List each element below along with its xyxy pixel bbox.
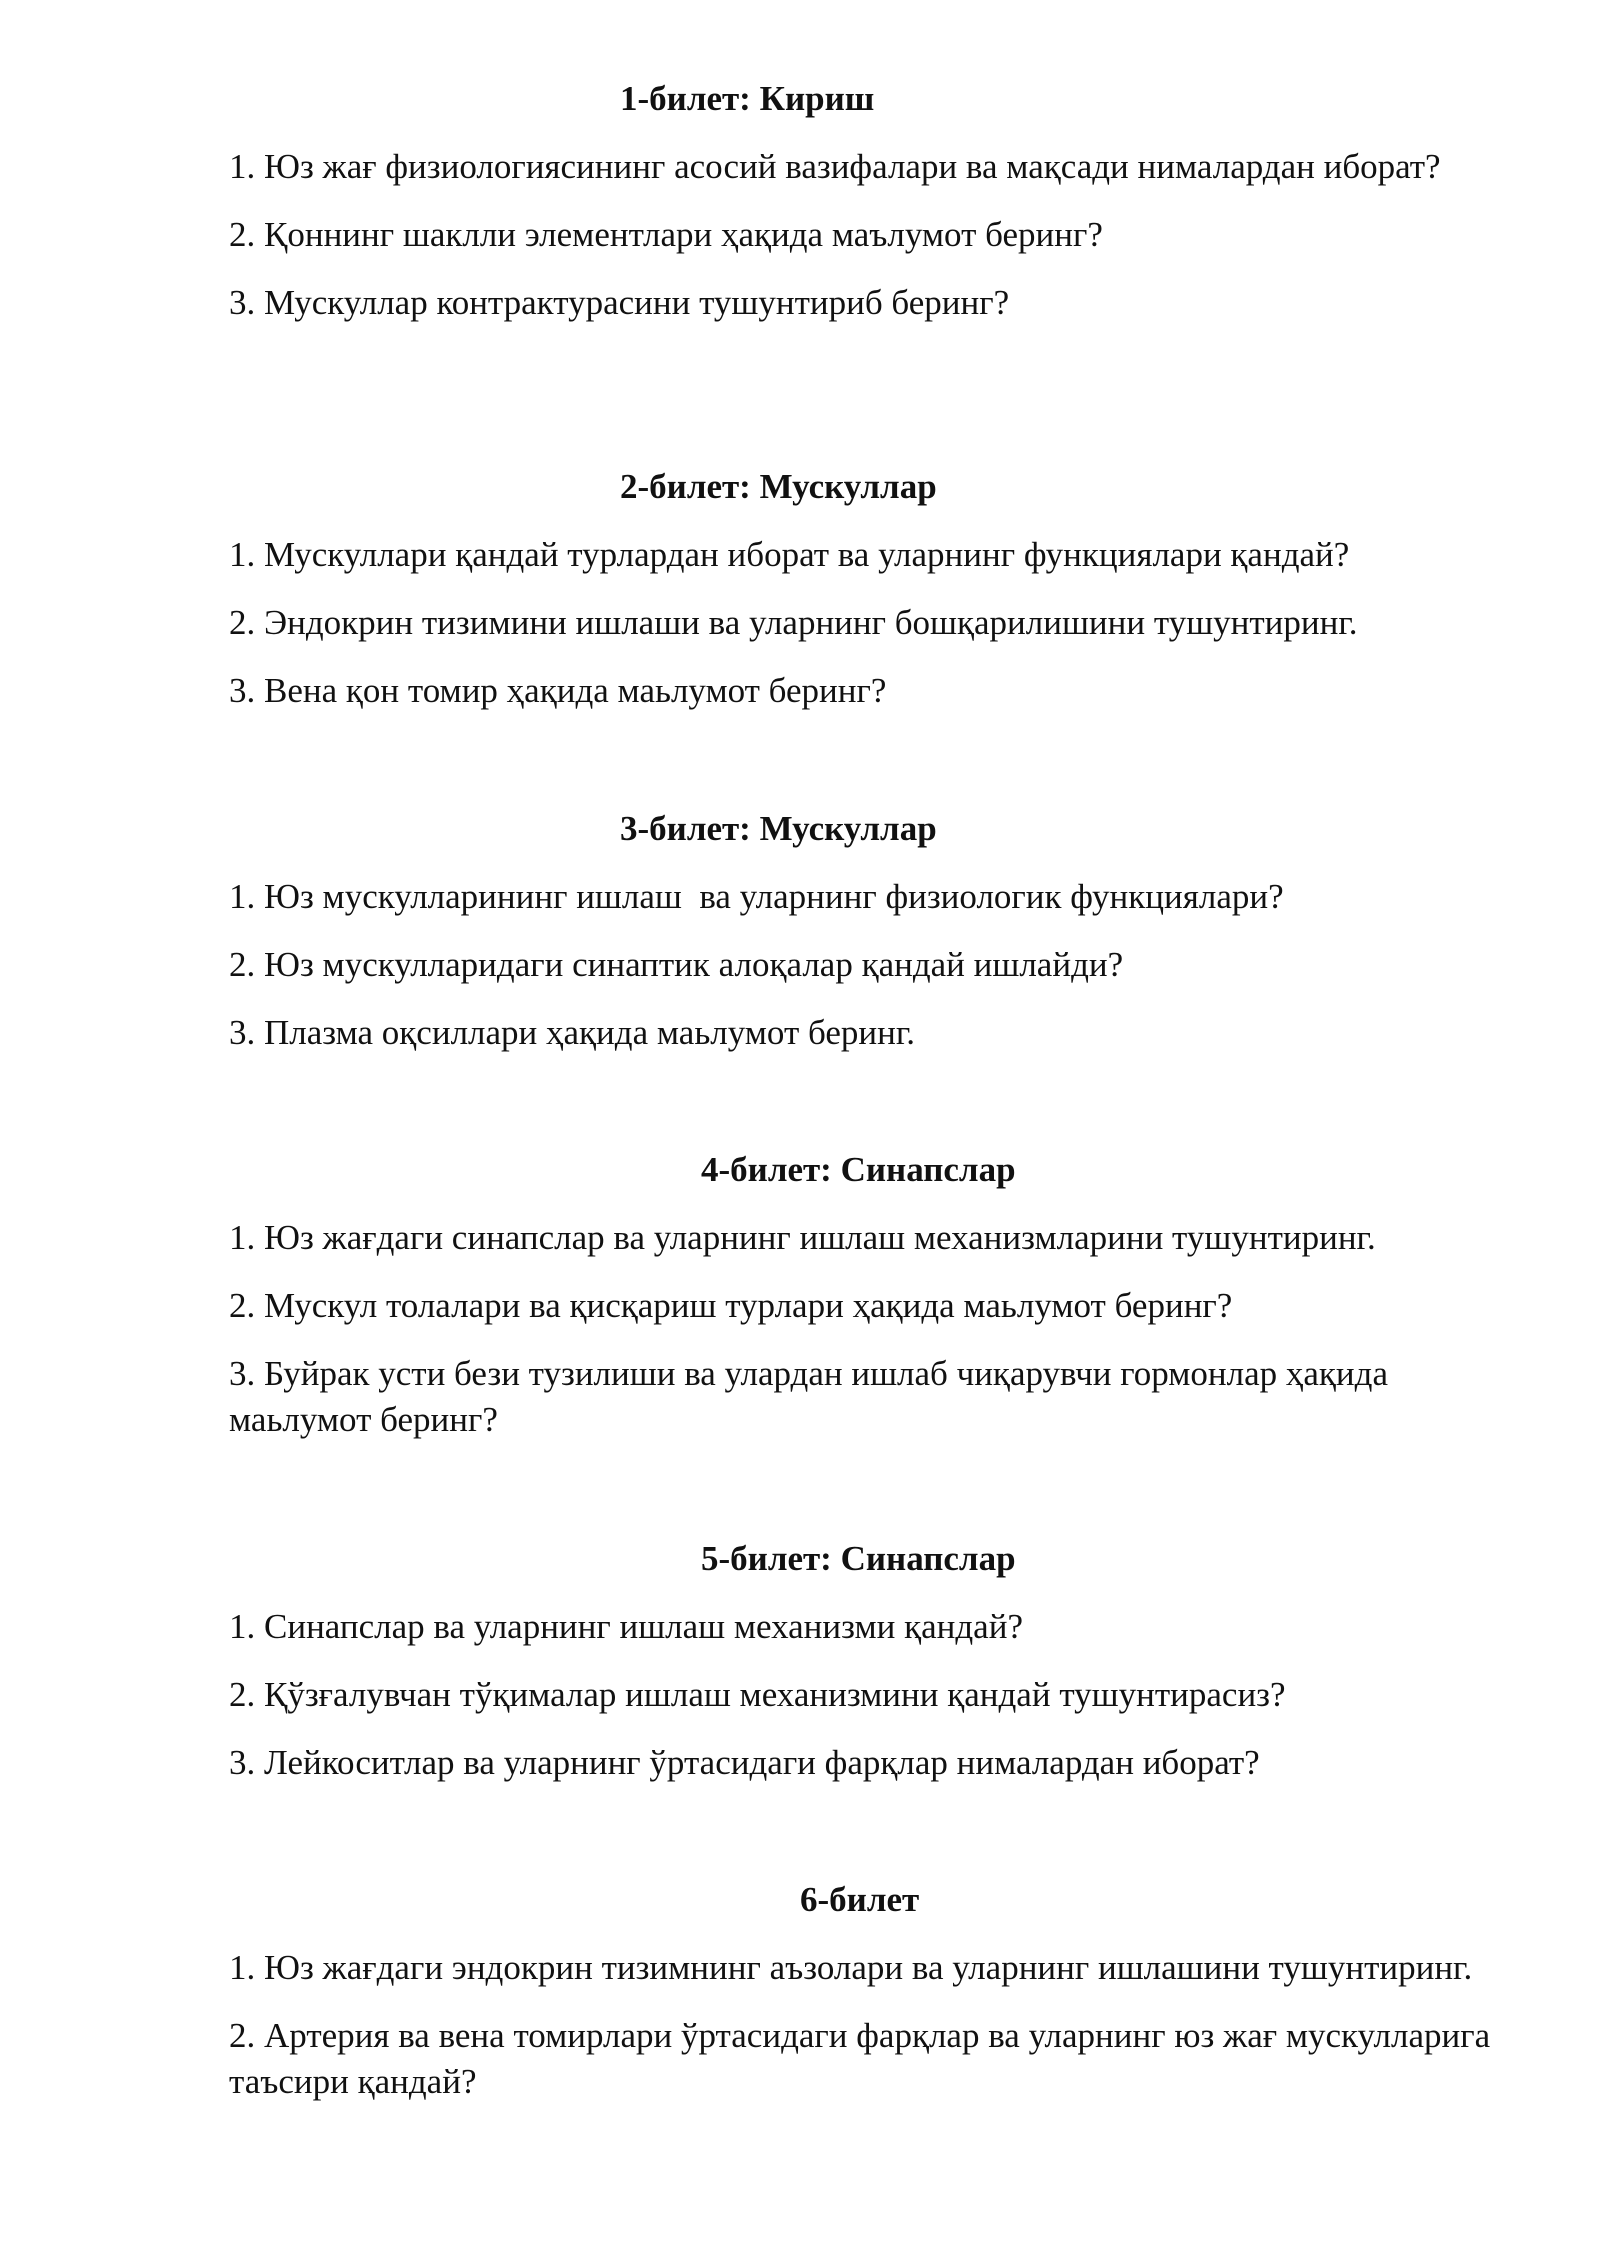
question-item: 1. Юз жағ физиологиясининг асосий вазифалари ва мақсади нималардан иборат? xyxy=(229,147,1441,186)
ticket-title: 6-билет xyxy=(800,1880,920,1919)
question-item: 2. Эндокрин тизимини ишлаши ва уларнинг бошқарилишини тушунтиринг. xyxy=(229,603,1358,642)
question-item: 2. Қоннинг шаклли элементлари ҳақида маълумот беринг? xyxy=(229,215,1103,254)
ticket-3 xyxy=(229,806,1494,1056)
question-item: 3. Плазма оқсиллари ҳақида маьлумот беринг. xyxy=(229,1013,916,1052)
ticket-title: 2-билет: Мускуллар xyxy=(620,467,937,506)
ticket-title: 1-билет: Кириш xyxy=(620,79,875,118)
question-item: 1. Синапслар ва уларнинг ишлаш механизми қандай? xyxy=(229,1607,1023,1646)
question-item: 3. Мускуллар контрактурасини тушунтириб беринг? xyxy=(229,283,1010,322)
ticket-2 xyxy=(229,464,1494,714)
question-item: 3. Буйрак усти бези тузилиши ва улардан ишлаб чиқарувчи гормонлар ҳақида маьлумот беринг? xyxy=(229,1354,1388,1439)
question-item: 1. Юз жағдаги эндокрин тизимнинг аъзолари ва уларнинг ишлашини тушунтиринг. xyxy=(229,1948,1473,1987)
ticket-5 xyxy=(229,1536,1494,1786)
ticket-6 xyxy=(229,1877,1494,2105)
question-item: 1. Юз жағдаги синапслар ва уларнинг ишлаш механизмларини тушунтиринг. xyxy=(229,1218,1376,1257)
question-item: 2. Юз мускулларидаги синаптик алоқалар қандай ишлайди? xyxy=(229,945,1124,984)
ticket-title: 4-билет: Синапслар xyxy=(701,1150,1016,1189)
question-item: 2. Қўзғалувчан тўқималар ишлаш механизмини қандай тушунтирасиз? xyxy=(229,1675,1286,1714)
ticket-title: 3-билет: Мускуллар xyxy=(620,809,937,848)
question-item: 2. Артерия ва вена томирлари ўртасидаги фарқлар ва уларнинг юз жағ мускулларига таъсири қандай? xyxy=(229,2016,1491,2101)
question-item: 1. Мускуллари қандай турлардан иборат ва уларнинг функциялари қандай? xyxy=(229,535,1350,574)
question-item: 3. Вена қон томир ҳақида маьлумот беринг? xyxy=(229,671,887,710)
question-item: 2. Мускул толалари ва қисқариш турлари ҳақида маьлумот беринг? xyxy=(229,1286,1233,1325)
ticket-4 xyxy=(229,1147,1494,1443)
ticket-title: 5-билет: Синапслар xyxy=(701,1539,1016,1578)
question-item: 1. Юз мускулларининг ишлаш ва уларнинг физиологик функциялари? xyxy=(229,877,1284,916)
ticket-1 xyxy=(229,76,1494,326)
question-item: 3. Лейкоситлар ва уларнинг ўртасидаги фарқлар нималардан иборат? xyxy=(229,1743,1260,1782)
